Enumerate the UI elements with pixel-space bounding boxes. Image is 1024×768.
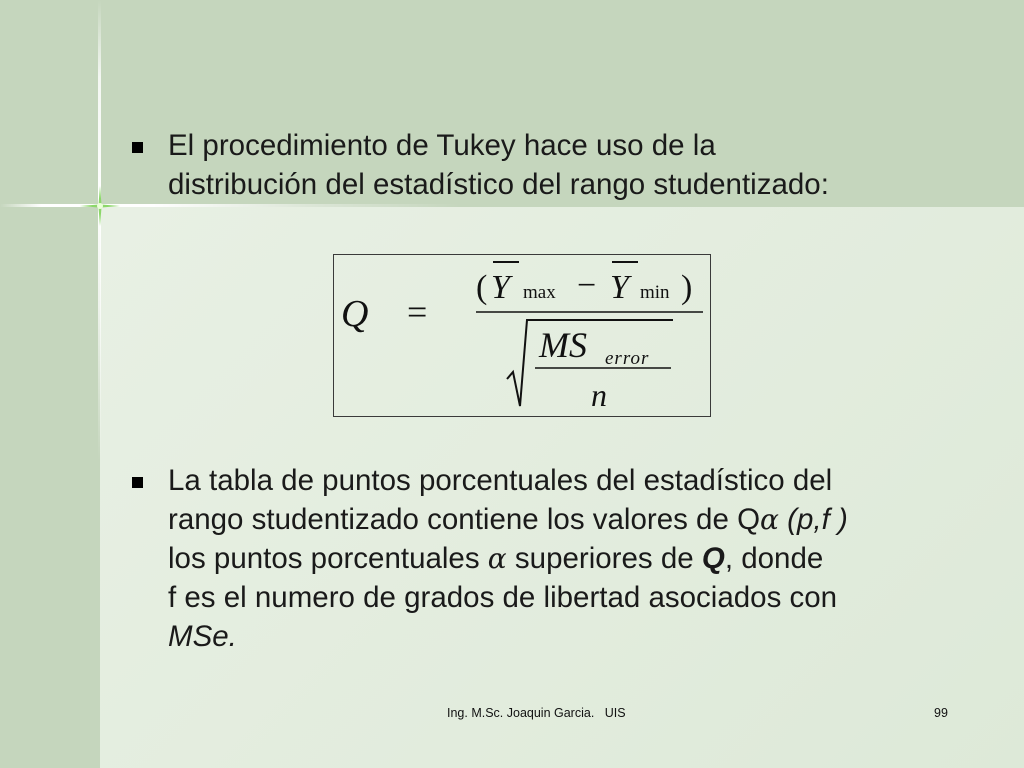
bullet2-line3-text-b: superiores de	[514, 542, 694, 575]
formula-ms: MS	[539, 325, 587, 365]
footer-author: Ing. M.Sc. Joaquin Garcia. UIS	[447, 706, 626, 720]
bullet2-line5: MSe.	[168, 620, 237, 653]
bullet2-line3-text-a: los puntos porcentuales	[168, 542, 480, 575]
bullet2-line4: f es el numero de grados de libertad asociados con	[168, 581, 838, 614]
vertical-light-line	[98, 0, 101, 768]
bullet2-line2-text: rango studentizado contiene los valores de Q	[168, 503, 761, 536]
horizontal-light-line	[0, 204, 1024, 207]
bullet1-line1: El procedimiento de Tukey hace uso de la	[168, 129, 716, 162]
formula-sub-error: error	[605, 348, 650, 369]
formula-q: Q	[341, 293, 369, 335]
bullet-text-2	[168, 461, 988, 656]
tukey-formula	[333, 254, 711, 417]
sparkle-icon	[80, 186, 120, 226]
q-bold: Q	[701, 542, 725, 575]
formula-sub-max: max	[523, 282, 556, 303]
formula-y-min: Y	[610, 269, 629, 306]
formula-y-max: Y	[491, 269, 510, 306]
formula-close-paren: )	[681, 269, 693, 306]
slide-number: 99	[934, 706, 948, 720]
bullet2-line2	[168, 500, 988, 539]
alpha-symbol: α	[760, 503, 779, 536]
bullet2-line3-text-c: , donde	[724, 542, 824, 575]
formula-equals: =	[407, 292, 428, 332]
formula-open-paren: (	[476, 269, 488, 306]
formula-minus: −	[577, 267, 597, 304]
bullet2-line1: La tabla de puntos porcentuales del estadístico del	[168, 464, 833, 497]
bullet-square-icon	[132, 142, 143, 153]
bullet2-line3	[168, 539, 988, 578]
bullet-square-icon	[132, 477, 143, 488]
bullet-text-1	[168, 126, 988, 204]
formula-n: n	[591, 377, 607, 413]
formula-sub-min: min	[640, 282, 670, 303]
left-band	[0, 0, 100, 768]
bullet1-line2: distribución del estadístico del rango studentizado:	[168, 168, 829, 201]
alpha-symbol: α	[487, 542, 507, 575]
q-params: (p,f )	[787, 503, 848, 536]
